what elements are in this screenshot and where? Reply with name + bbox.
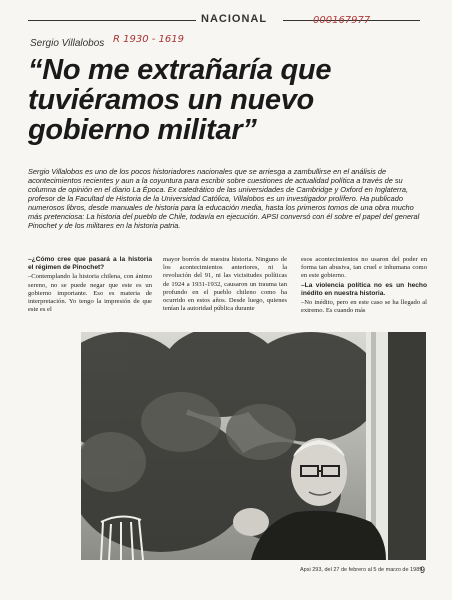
article-column-1 xyxy=(28,256,152,315)
handwritten-note: R 1930 - 1619 xyxy=(113,34,184,45)
article-column-2 xyxy=(163,256,287,314)
column-2-text: mayor borrón de nuestra historia. Ninguno de los acontecimientos anteriores, ni la revolución del 91, ni las vicisitudes políticas de 1924 a 1931-1932, causaron un trauma tan profundo en el pueblo chileno como ha ocurrido en estos años. Desde luego, quienes tenían la autoridad pública durante xyxy=(163,256,287,313)
footer-credit: Apsi 293, del 27 de febrero al 5 de marzo de 1989 xyxy=(300,567,423,573)
article-column-3 xyxy=(301,256,427,316)
page-number: 9 xyxy=(420,565,426,575)
answer-2: –No inédito, pero en este caso se ha llegado al extremo. Es cuando más xyxy=(301,299,427,315)
author-byline: Sergio Villalobos xyxy=(30,38,105,49)
column-3-text: esos acontecimientos no usaron del poder en forma tan abusiva, tan cruel e inhumana como en este gobierno. xyxy=(301,256,427,280)
headline: “No me extrañaría que tuviéramos un nuevo gobierno militar” xyxy=(28,54,332,146)
section-header xyxy=(28,12,420,28)
section-label: NACIONAL xyxy=(201,13,268,25)
portrait-photo xyxy=(81,332,426,560)
answer-1: –Contemplando la historia chilena, con ánimo sereno, no se puede negar que este es un gobierno importante. Eso es materia de interpretación. Yo tengo la impresión de que este es el xyxy=(28,273,152,314)
question-2: –La violencia política no es un hecho inédito en nuestra historia. xyxy=(301,281,427,297)
lead-paragraph: Sergio Villalobos es uno de los pocos historiadores nacionales que se arriesga a zambullirse en el análisis de acontecimientos recientes y aun a la coyuntura para escribir sobre cuestiones de actualidad política a través de su columna de opinión en el diario La Época. Ex catedrático de las universidades de Cambridge y Oxford en Inglaterra, profesor de la Facultad de Historia de la Universidad Católica, Villalobos es un investigador prolífero. Ha publicado numerosos libros, desde manuales de historia para la educación media, hasta los primeros tomos de una obra mucho más pretenciosa: La historia del pueblo de Chile, todavía en ejecución. APSI conversó con él sobre el papel del general Pinochet y de los militares en la historia patria. xyxy=(28,167,420,230)
photo-illustration xyxy=(81,332,426,560)
section-rule-left xyxy=(28,20,196,21)
archive-code: 000167977 xyxy=(313,15,371,26)
question-1: –¿Cómo cree que pasará a la historia el régimen de Pinochet? xyxy=(28,256,152,272)
